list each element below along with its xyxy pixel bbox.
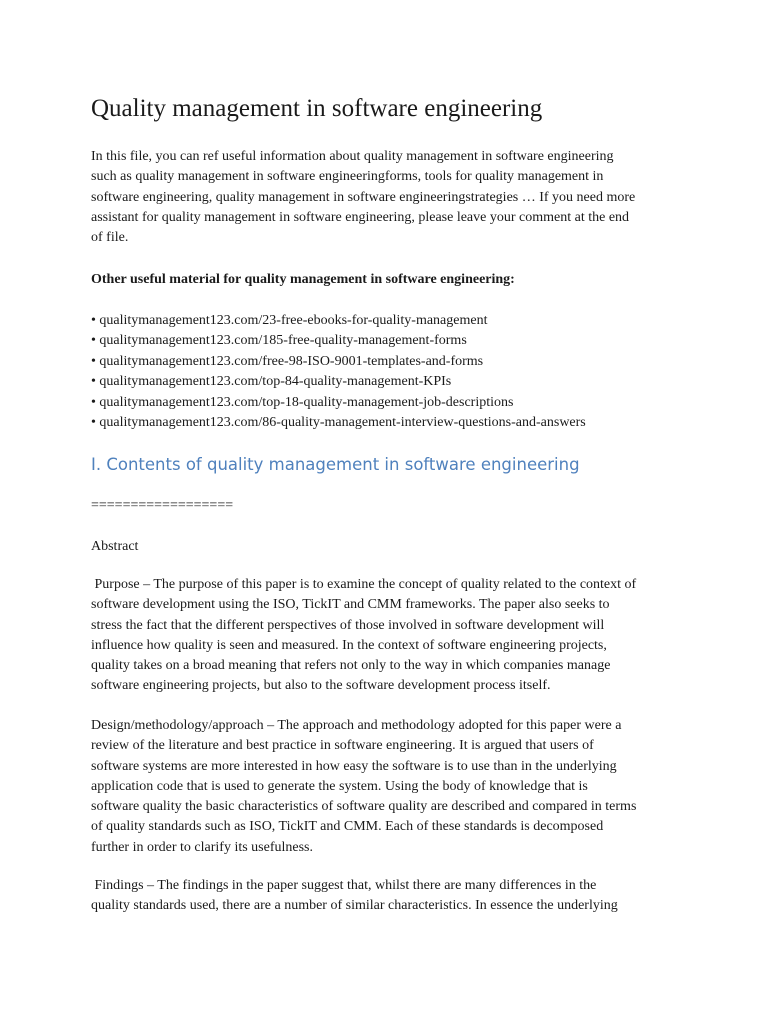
purpose-line: software development using the ISO, TickIT and CMM frameworks. The paper also seeks to	[91, 597, 610, 613]
separator-line: ==================	[91, 498, 234, 513]
resource-link-item: • qualitymanagement123.com/23-free-ebooks-for-quality-management	[91, 313, 488, 328]
resource-link-item: • qualitymanagement123.com/free-98-ISO-9001-templates-and-forms	[91, 353, 484, 369]
intro-line: In this file, you can ref useful information about quality management in software engineering	[91, 149, 614, 164]
resource-link-list	[91, 311, 586, 433]
findings-paragraph	[91, 876, 618, 917]
design-line: review of the literature and best practice in software engineering. It is argued that users of	[91, 738, 594, 754]
findings-line: quality standards used, there are a number of similar characteristics. In essence the underlying	[91, 898, 618, 914]
design-line: Design/methodology/approach – The approach and methodology adopted for this paper were a	[91, 718, 622, 733]
resource-link-item: • qualitymanagement123.com/86-quality-management-interview-questions-and-answers	[91, 415, 586, 431]
purpose-paragraph	[91, 575, 636, 697]
design-line: further in order to clarify its usefulness.	[91, 839, 313, 855]
design-methodology-paragraph	[91, 716, 636, 858]
intro-line: software engineering, quality management in software engineeringstrategies … If you need more	[91, 189, 636, 205]
purpose-line: influence how quality is seen and measured. In the context of software engineering projects,	[91, 637, 607, 653]
intro-line: such as quality management in software engineeringforms, tools for quality management in	[91, 169, 604, 185]
resource-link-item: • qualitymanagement123.com/top-18-quality-management-job-descriptions	[91, 394, 514, 410]
intro-paragraph	[91, 147, 666, 248]
intro-line: of file.	[91, 230, 129, 246]
abstract-label: Abstract	[91, 539, 139, 554]
intro-line: assistant for quality management in software engineering, please leave your comment at the end	[91, 209, 630, 225]
purpose-line: stress the fact that the different perspectives of those involved in software development will	[91, 617, 605, 633]
design-line: application code that is used to generate the system. Using the body of knowledge that is	[91, 778, 588, 794]
material-heading: Other useful material for quality management in software engineering:	[91, 272, 515, 287]
resource-link-item: • qualitymanagement123.com/185-free-quality-management-forms	[91, 333, 467, 349]
design-line: software systems are more interested in how easy the software is to use than in the underlying	[91, 758, 617, 774]
findings-line: Findings – The findings in the paper suggest that, whilst there are many differences in the	[91, 878, 597, 893]
design-line: software quality the basic characteristics of software quality are described and compared in terms	[91, 799, 637, 815]
design-line: of quality standards such as ISO, TickIT and CMM. Each of these standards is decomposed	[91, 819, 604, 835]
purpose-line: quality takes on a broad meaning that refers not only to the way in which companies manage	[91, 658, 611, 674]
resource-link-item: • qualitymanagement123.com/top-84-quality-management-KPIs	[91, 374, 452, 390]
purpose-line: software engineering projects, but also to the software development process itself.	[91, 678, 551, 694]
page-title: Quality management in software engineering	[91, 95, 543, 122]
section-heading: I. Contents of quality management in software engineering	[91, 455, 580, 474]
purpose-line: Purpose – The purpose of this paper is to examine the concept of quality related to the context of	[91, 577, 637, 592]
